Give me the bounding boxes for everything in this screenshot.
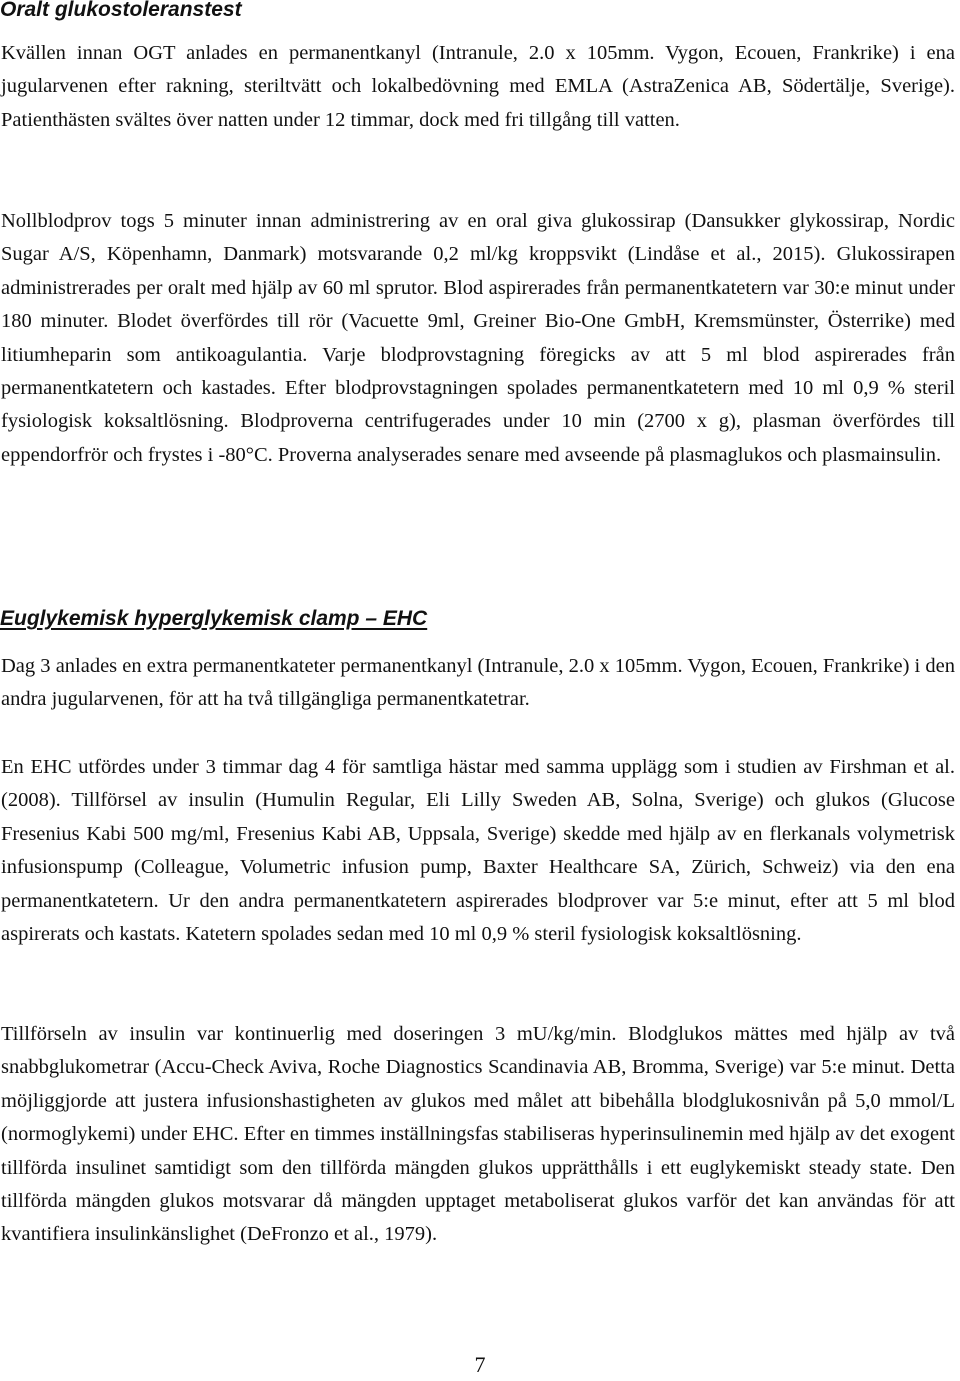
paragraph-ogt-sampling: Nollblodprov togs 5 minuter innan administrering av en oral giva glukossirap (Dansukker glykossirap, Nordic Sugar A/S, Köpenhamn, Danmark) motsvarande 0,2 ml/kg kroppsvikt (Lindåse et al., 2015). Glukossirapen administrerades per oralt med hjälp av 60 ml sprutor. Blod aspirerades från permanentkatetern var 30:e minut under 180 minuter. Blodet överfördes till rör (Vacuette 9ml, Greiner Bio-One GmbH, Kremsmünster, Österrike) med litiumheparin som antikoagulantia. Varje blodprovstagning föregicks av att 5 ml blod aspirerades från permanentkatetern och kastades. Efter blodprovstagningen spolades permanentkatetern med 10 ml 0,9 % steril fysiologisk koksaltlösning. Blodproverna centrifugerades under 10 min (2700 x g), plasman överfördes till eppendorfrör och frystes i -80°C. Proverna analyserades senare med avseende på plasmaglukos och plasmainsulin.	[1, 210, 955, 466]
paragraph-ehc-catheter: Dag 3 anlades en extra permanentkateter permanentkanyl (Intranule, 2.0 x 105mm. Vygon, Ecouen, Frankrike) i den andra jugularvenen, för att ha två tillgängliga permanentkatetrar.	[1, 655, 955, 711]
paragraph-ogt-catheter: Kvällen innan OGT anlades en permanentkanyl (Intranule, 2.0 x 105mm. Vygon, Ecouen, Frankrike) i ena jugularvenen efter rakning, steriltvätt och lokalbedövning med EMLA (AstraZenica AB, Södertälje, Sverige). Patienthästen svältes över natten under 12 timmar, dock med fri tillgång till vatten.	[1, 42, 955, 131]
section-heading-ogt: Oralt glukostoleranstest	[0, 0, 242, 21]
section-heading-ehc: Euglykemisk hyperglykemisk clamp – EHC	[0, 607, 428, 630]
page-number: 7	[474, 1352, 486, 1377]
paragraph-ehc-insulin: Tillförseln av insulin var kontinuerlig med doseringen 3 mU/kg/min. Blodglukos mättes med hjälp av två snabbglukometrar (Accu-Check Aviva, Roche Diagnostics Scandinavia AB, Bromma, Sverige) var 5:e minut. Detta möjliggjorde att justera infusionshastigheten av glukos med målet att bibehålla blodglukosnivån på 5,0 mmol/L (normoglykemi) under EHC. Efter en timmes inställningsfas stabiliseras hyperinsulinemin med hjälp av det exogent tillförda insulinet samtidigt som den tillförda mängden glukos upprätthålls i ett euglykemiskt steady state. Den tillförda mängden glukos motsvarar då mängden upptaget metaboliserat glukos varför det kan användas för att kvantifiera insulinkänslighet (DeFronzo et al., 1979).	[1, 1023, 955, 1246]
paragraph-ehc-procedure: En EHC utfördes under 3 timmar dag 4 för samtliga hästar med samma upplägg som i studien av Firshman et al. (2008). Tillförsel av insulin (Humulin Regular, Eli Lilly Sweden AB, Solna, Sverige) och glukos (Glucose Fresenius Kabi 500 mg/ml, Fresenius Kabi AB, Uppsala, Sverige) skedde med hjälp av en flerkanals volymetrisk infusionspump (Colleague, Volumetric infusion pump, Baxter Healthcare SA, Zürich, Schweiz) via den ena permanentkatetern. Ur den andra permanentkatetern aspirerades blodprover var 5:e minut, efter att 5 ml blod aspirerats och kastats. Katetern spolades sedan med 10 ml 0,9 % steril fysiologisk koksaltlösning.	[1, 756, 955, 946]
